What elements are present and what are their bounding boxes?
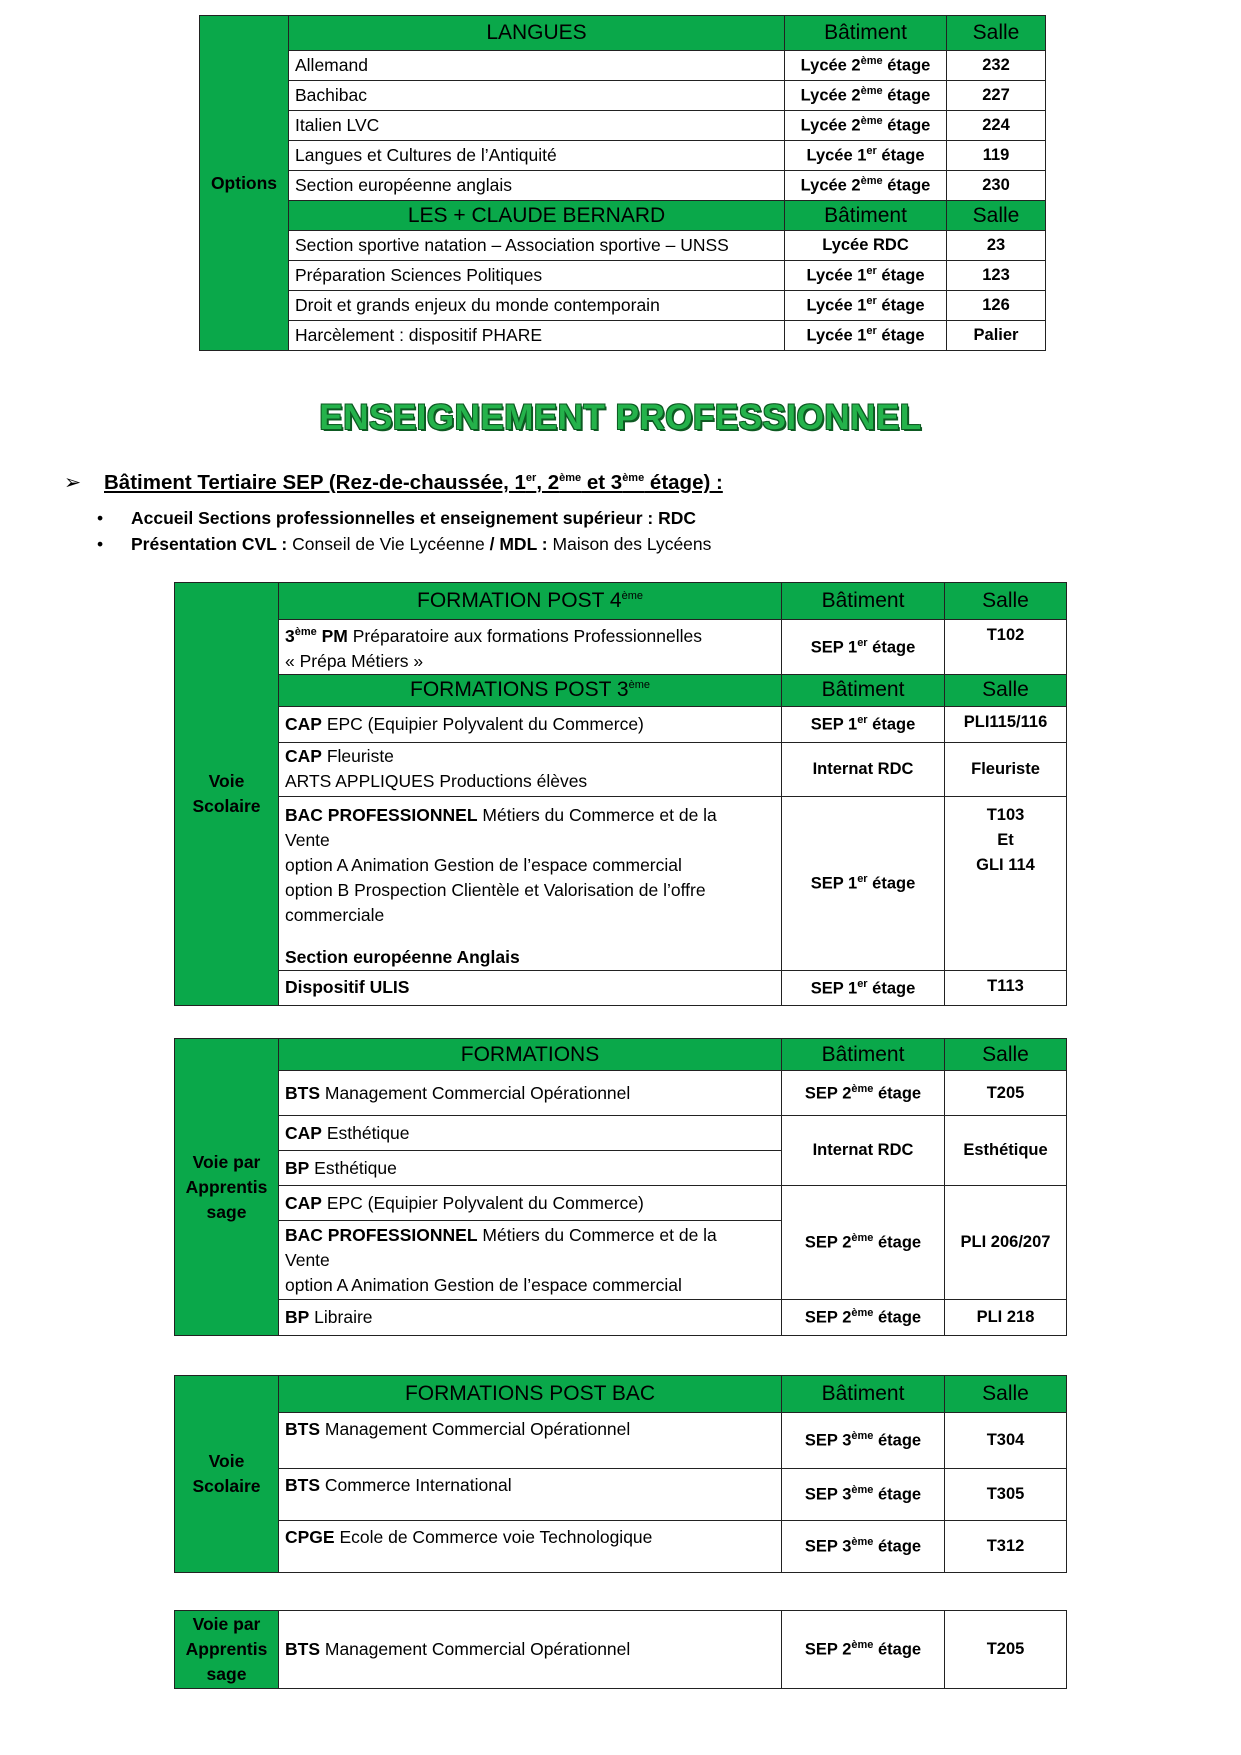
table-row [175,1071,1067,1116]
table-row [200,51,1046,81]
option-room: 224 [947,111,1046,141]
salle-header: Salle [947,16,1046,51]
batiment-header: Bâtiment [785,201,947,231]
plus-header: LES + CLAUDE BERNARD [289,201,785,231]
formation-label: BTS Management Commercial Opérationnel [279,1413,782,1469]
formation-room: PLI 218 [945,1300,1067,1336]
options-table [199,15,1046,351]
salle-header: Salle [945,1376,1067,1413]
formation-room: T312 [945,1521,1067,1573]
formation-room: Fleuriste [945,742,1067,796]
table-row [175,1116,1067,1151]
batiment-header: Bâtiment [782,674,945,706]
table-row [175,1521,1067,1573]
formation-label: BP Esthétique [279,1151,782,1186]
building-heading: ➢ Bâtiment Tertiaire SEP (Rez-de-chaussée, 1er, 2ème et 3ème étage) : [64,471,723,494]
formation-label: CAP Fleuriste ARTS APPLIQUES Productions élèves [279,742,782,796]
table-row [175,796,1067,970]
salle-header: Salle [945,1039,1067,1071]
apprentissage-table [174,1038,1067,1336]
table-row [175,620,1067,675]
table-row [175,742,1067,796]
option-room: 119 [947,141,1046,171]
option-building: Lycée 2ème étage [785,171,947,201]
option-room: 232 [947,51,1046,81]
formation-building: SEP 2ème étage [782,1071,945,1116]
voie-scolaire-table [174,582,1067,1006]
formation-building: SEP 3ème étage [782,1413,945,1469]
formation-building: SEP 1er étage [782,796,945,970]
voie-scolaire-side-label: Voie Scolaire [175,1376,279,1573]
formation-room: T304 [945,1413,1067,1469]
langues-header: LANGUES [289,16,785,51]
option-room: 227 [947,81,1046,111]
option-label: Droit et grands enjeux du monde contemporain [289,291,785,321]
option-label: Harcèlement : dispositif PHARE [289,321,785,351]
formation-building: SEP 2ème étage [782,1186,945,1300]
option-building: Lycée 2ème étage [785,111,947,141]
section-europeenne-label: Section européenne Anglais [285,946,520,967]
option-room: Palier [947,321,1046,351]
formation-building: Internat RDC [782,1116,945,1186]
formation-building: SEP 3ème étage [782,1469,945,1521]
bullet-icon: • [97,508,104,528]
option-building: Lycée 2ème étage [785,81,947,111]
post4-header: FORMATION POST 4ème [279,583,782,620]
formation-room: Esthétique [945,1116,1067,1186]
formation-building: SEP 2ème étage [782,1611,945,1689]
option-room: 123 [947,261,1046,291]
formation-building: SEP 2ème étage [782,1300,945,1336]
formation-room: T205 [945,1071,1067,1116]
table-row [200,261,1046,291]
bullet-item: • Accueil Sections professionnelles et enseignement supérieur : RDC [97,508,697,528]
option-building: Lycée 1er étage [785,321,947,351]
batiment-header: Bâtiment [782,1039,945,1071]
option-label: Section européenne anglais [289,171,785,201]
formations-header: FORMATIONS [279,1039,782,1071]
option-label: Bachibac [289,81,785,111]
formation-room: PLI115/116 [945,706,1067,742]
option-label: Section sportive natation – Association sportive – UNSS [289,231,785,261]
section-title: ENSEIGNEMENT PROFESSIONNEL [319,398,922,437]
option-room: 23 [947,231,1046,261]
table-row [200,231,1046,261]
apprentissage-side-label: Voie par Apprentis sage [175,1039,279,1336]
formation-room: T113 [945,970,1067,1005]
option-building: Lycée 2ème étage [785,51,947,81]
formation-label: BP Libraire [279,1300,782,1336]
formation-label: CAP Esthétique [279,1116,782,1151]
voie-scolaire-side-label: Voie Scolaire [175,583,279,1006]
post-bac-table [174,1375,1067,1573]
option-building: Lycée 1er étage [785,141,947,171]
formation-label: CAP EPC (Equipier Polyvalent du Commerce) [279,706,782,742]
table-row [200,291,1046,321]
option-label: Langues et Cultures de l’Antiquité [289,141,785,171]
option-label: Allemand [289,51,785,81]
formation-building: SEP 3ème étage [782,1521,945,1573]
arrow-bullet-icon: ➢ [64,471,82,494]
formation-building: SEP 1er étage [782,706,945,742]
formation-label: BTS Commerce International [279,1469,782,1521]
table-row [200,111,1046,141]
salle-header: Salle [947,201,1046,231]
formation-label: BTS Management Commercial Opérationnel [279,1071,782,1116]
table-row [200,141,1046,171]
formation-room: T103 Et GLI 114 [945,796,1067,970]
table-row [200,81,1046,111]
formation-label: BAC PROFESSIONNEL Métiers du Commerce et de la Vente option A Animation Gestion de l’espace commercial option B Prospection Clientèle et Valorisation de l’offre commerciale Section européenne Anglais [279,796,782,970]
option-building: Lycée RDC [785,231,947,261]
option-building: Lycée 1er étage [785,261,947,291]
formation-room: T205 [945,1611,1067,1689]
formation-label: BAC PROFESSIONNEL Métiers du Commerce et de la Vente option A Animation Gestion de l’espace commercial [279,1221,782,1300]
table-row [175,1186,1067,1221]
post-bac-header: FORMATIONS POST BAC [279,1376,782,1413]
table-row [200,171,1046,201]
batiment-header: Bâtiment [785,16,947,51]
salle-header: Salle [945,583,1067,620]
option-label: Préparation Sciences Politiques [289,261,785,291]
table-row [175,1300,1067,1336]
option-room: 126 [947,291,1046,321]
batiment-header: Bâtiment [782,1376,945,1413]
option-building: Lycée 1er étage [785,291,947,321]
apprentissage-side-label: Voie par Apprentis sage [175,1611,279,1689]
bullet-item: • Présentation CVL : Conseil de Vie Lycéenne / MDL : Maison des Lycéens [97,534,712,554]
table-row [175,1413,1067,1469]
post3-header: FORMATIONS POST 3ème [279,674,782,706]
formation-label: BTS Management Commercial Opérationnel [279,1611,782,1689]
table-row [175,1469,1067,1521]
salle-header: Salle [945,674,1067,706]
table-row [200,321,1046,351]
formation-room: PLI 206/207 [945,1186,1067,1300]
option-room: 230 [947,171,1046,201]
formation-room: T305 [945,1469,1067,1521]
table-row [175,970,1067,1005]
bullet-icon: • [97,534,104,554]
formation-room: T102 [945,620,1067,675]
option-label: Italien LVC [289,111,785,141]
formation-building: SEP 1er étage [782,620,945,675]
formation-building: SEP 1er étage [782,970,945,1005]
formation-label: 3ème PM Préparatoire aux formations Professionnelles « Prépa Métiers » [279,620,782,675]
table-row [175,706,1067,742]
formation-label: Dispositif ULIS [279,970,782,1005]
apprentissage-bts-table [174,1610,1067,1689]
formation-label: CPGE Ecole de Commerce voie Technologique [279,1521,782,1573]
table-row [175,1611,1067,1689]
batiment-header: Bâtiment [782,583,945,620]
formation-label: CAP EPC (Equipier Polyvalent du Commerce) [279,1186,782,1221]
formation-building: Internat RDC [782,742,945,796]
options-side-label: Options [200,16,289,351]
